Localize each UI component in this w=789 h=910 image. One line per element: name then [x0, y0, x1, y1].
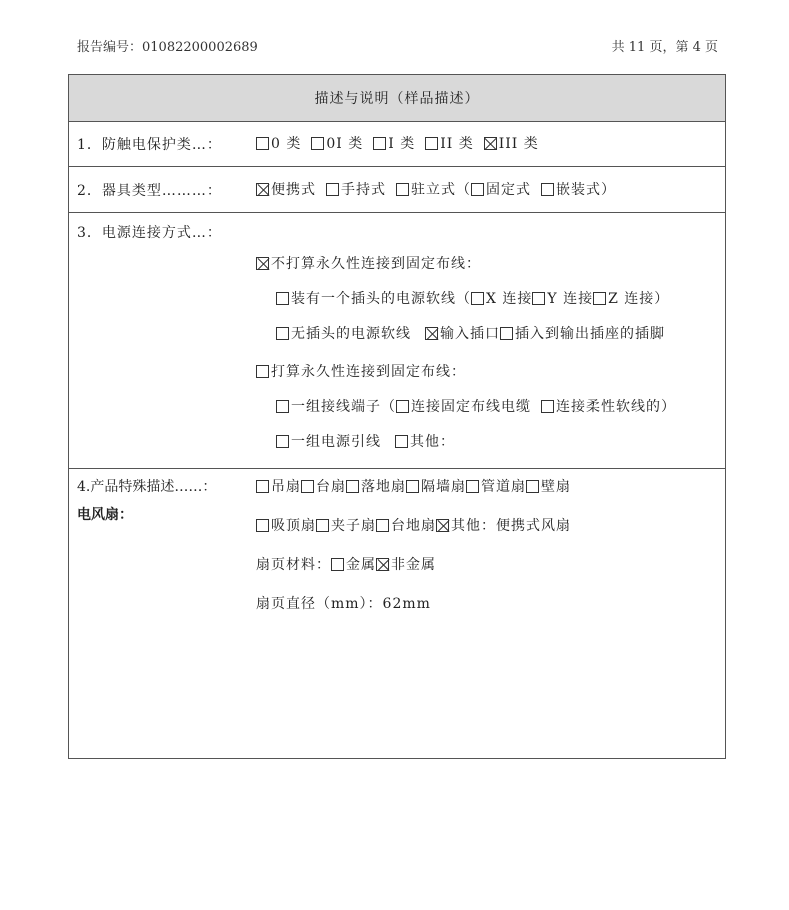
checkbox-icon[interactable]	[471, 183, 484, 196]
checkbox-icon[interactable]	[466, 480, 479, 493]
q1-option-i[interactable]	[373, 133, 415, 153]
option-label: 台地扇	[391, 518, 436, 534]
q2-label: 2．器具类型………：	[77, 183, 222, 199]
checkbox-icon[interactable]	[425, 327, 438, 340]
checkbox-icon[interactable]	[376, 519, 389, 532]
q1-options	[256, 133, 549, 153]
option-label: 嵌装式）	[556, 182, 616, 198]
option-label: 吸顶扇	[271, 518, 316, 534]
option-label: 输入插口	[440, 326, 500, 342]
option-label: 打算永久性连接到固定布线：	[271, 364, 466, 380]
option-label: III 类	[498, 136, 539, 152]
option-label: 其他：	[410, 434, 455, 450]
material-nonmetal[interactable]	[376, 554, 436, 574]
option-label: 管道扇	[481, 479, 526, 495]
option-label: Y 连接	[547, 291, 594, 307]
checkbox-icon[interactable]	[326, 183, 339, 196]
checkbox-icon[interactable]	[541, 400, 554, 413]
checkbox-icon[interactable]	[256, 480, 269, 493]
q3-leads[interactable]	[276, 431, 381, 451]
q1-option-ii[interactable]	[425, 133, 474, 153]
option-label: 插入到输出插座的插脚	[515, 326, 665, 342]
checkbox-icon[interactable]	[484, 137, 497, 150]
checkbox-icon[interactable]	[436, 519, 449, 532]
checkbox-icon[interactable]	[425, 137, 438, 150]
option-label: 夹子扇	[331, 518, 376, 534]
q4-blade-material	[256, 554, 436, 574]
q3-terminals[interactable]	[276, 396, 396, 416]
checkbox-icon[interactable]	[276, 292, 289, 305]
checkbox-icon[interactable]	[276, 327, 289, 340]
fan-type-wall[interactable]	[526, 476, 571, 496]
checkbox-icon[interactable]	[396, 400, 409, 413]
option-label: 固定式	[486, 182, 531, 198]
report-number: 报告编号：01082200002689	[77, 40, 258, 55]
q4-sublabel: 电风扇：	[77, 507, 133, 523]
q3-inlet[interactable]	[425, 323, 500, 343]
q3-line-plug	[276, 288, 669, 308]
checkbox-icon[interactable]	[593, 292, 606, 305]
checkbox-icon[interactable]	[395, 435, 408, 448]
q3-z-attach[interactable]	[593, 288, 669, 308]
q3-non-permanent[interactable]	[256, 253, 481, 273]
q3-no-plug-cord[interactable]	[276, 323, 411, 343]
option-label: 吊扇	[271, 479, 301, 495]
q3-socket-pins[interactable]	[500, 323, 665, 343]
option-label: 0I 类	[326, 136, 364, 152]
checkbox-icon[interactable]	[276, 400, 289, 413]
checkbox-icon[interactable]	[471, 292, 484, 305]
q3-permanent[interactable]	[256, 361, 466, 381]
option-label: 0 类	[271, 136, 302, 152]
material-metal[interactable]	[331, 554, 376, 574]
section-title: 描述与说明（样品描述）	[69, 75, 726, 122]
option-label: 连接固定布线电缆	[411, 399, 531, 415]
q2-option-stationary[interactable]	[396, 179, 471, 199]
q3-y-attach[interactable]	[532, 288, 593, 308]
option-label: II 类	[440, 136, 474, 152]
checkbox-icon[interactable]	[301, 480, 314, 493]
checkbox-icon[interactable]	[311, 137, 324, 150]
checkbox-icon[interactable]	[256, 257, 269, 270]
q4-fan-types-row2	[256, 515, 571, 535]
checkbox-icon[interactable]	[396, 183, 409, 196]
description-table	[68, 74, 726, 759]
checkbox-icon[interactable]	[346, 480, 359, 493]
q2-option-fixed[interactable]	[471, 179, 531, 199]
checkbox-icon[interactable]	[316, 519, 329, 532]
q3-line-non-permanent	[256, 253, 491, 273]
option-label: 台扇	[316, 479, 346, 495]
checkbox-icon[interactable]	[256, 183, 269, 196]
option-label: I 类	[388, 136, 416, 152]
q4-label: 4.产品特殊描述……：	[77, 479, 217, 495]
checkbox-icon[interactable]	[256, 365, 269, 378]
option-label: 一组接线端子（	[291, 399, 396, 415]
option-label: 一组电源引线	[291, 434, 381, 450]
fan-type-clip[interactable]	[316, 515, 376, 535]
checkbox-icon[interactable]	[526, 480, 539, 493]
fan-type-ceiling[interactable]	[256, 476, 301, 496]
q2-option-handheld[interactable]	[326, 179, 386, 199]
blade-material-label: 扇页材料：	[256, 557, 331, 573]
option-label: 连接柔性软线的）	[556, 399, 676, 415]
option-label: 其他：便携式风扇	[451, 518, 571, 534]
option-label: 手持式	[341, 182, 386, 198]
fan-type-floor[interactable]	[346, 476, 406, 496]
q3-fixed-cable[interactable]	[396, 396, 531, 416]
q1-option-0[interactable]	[256, 133, 301, 153]
fan-type-ceiling-mount[interactable]	[256, 515, 316, 535]
q3-label: 3．电源连接方式…：	[77, 225, 222, 241]
fan-type-desk[interactable]	[301, 476, 346, 496]
fan-type-partition[interactable]	[406, 476, 466, 496]
fan-type-duct[interactable]	[466, 476, 526, 496]
page-indicator: 共 11 页，第 4 页	[611, 40, 718, 55]
option-label: 隔墙扇	[421, 479, 466, 495]
option-label: 落地扇	[361, 479, 406, 495]
checkbox-icon[interactable]	[256, 519, 269, 532]
checkbox-icon[interactable]	[541, 183, 554, 196]
q2-option-portable[interactable]	[256, 179, 316, 199]
q3-line-leads	[276, 431, 465, 451]
q3-other[interactable]	[395, 431, 455, 451]
checkbox-icon[interactable]	[373, 137, 386, 150]
fan-type-desk-floor[interactable]	[376, 515, 436, 535]
checkbox-icon[interactable]	[331, 558, 344, 571]
q2-option-built-in[interactable]	[541, 179, 616, 199]
q1-label: 1．防触电保护类…：	[77, 137, 222, 153]
checkbox-icon[interactable]	[256, 137, 269, 150]
option-label: 无插头的电源软线	[291, 326, 411, 342]
q3-line-permanent	[256, 361, 476, 381]
checkbox-icon[interactable]	[532, 292, 545, 305]
q3-line-terminals	[276, 396, 686, 416]
checkbox-icon[interactable]	[376, 558, 389, 571]
q3-x-attach[interactable]	[471, 288, 532, 308]
checkbox-icon[interactable]	[406, 480, 419, 493]
q1-option-0i[interactable]	[311, 133, 363, 153]
q4-diameter	[256, 593, 431, 613]
fan-type-other[interactable]	[436, 515, 571, 535]
option-label: 驻立式（	[411, 182, 471, 198]
option-label: X 连接	[486, 291, 533, 307]
option-label: 便携式	[271, 182, 316, 198]
q1-option-iii[interactable]	[484, 133, 539, 153]
checkbox-icon[interactable]	[500, 327, 513, 340]
q3-line-no-plug	[276, 323, 665, 343]
q4-fan-types-row1	[256, 476, 571, 496]
option-label: 壁扇	[541, 479, 571, 495]
q3-flexible-cord[interactable]	[541, 396, 676, 416]
option-label: 非金属	[391, 557, 436, 573]
option-label: 金属	[346, 557, 376, 573]
q3-plug-cord[interactable]	[276, 288, 471, 308]
blade-diameter: 扇页直径（mm）：62mm	[256, 596, 431, 612]
option-label: 不打算永久性连接到固定布线：	[271, 256, 481, 272]
option-label: 装有一个插头的电源软线（	[291, 291, 471, 307]
option-label: Z 连接）	[608, 291, 670, 307]
checkbox-icon[interactable]	[276, 435, 289, 448]
q2-options	[256, 179, 626, 199]
